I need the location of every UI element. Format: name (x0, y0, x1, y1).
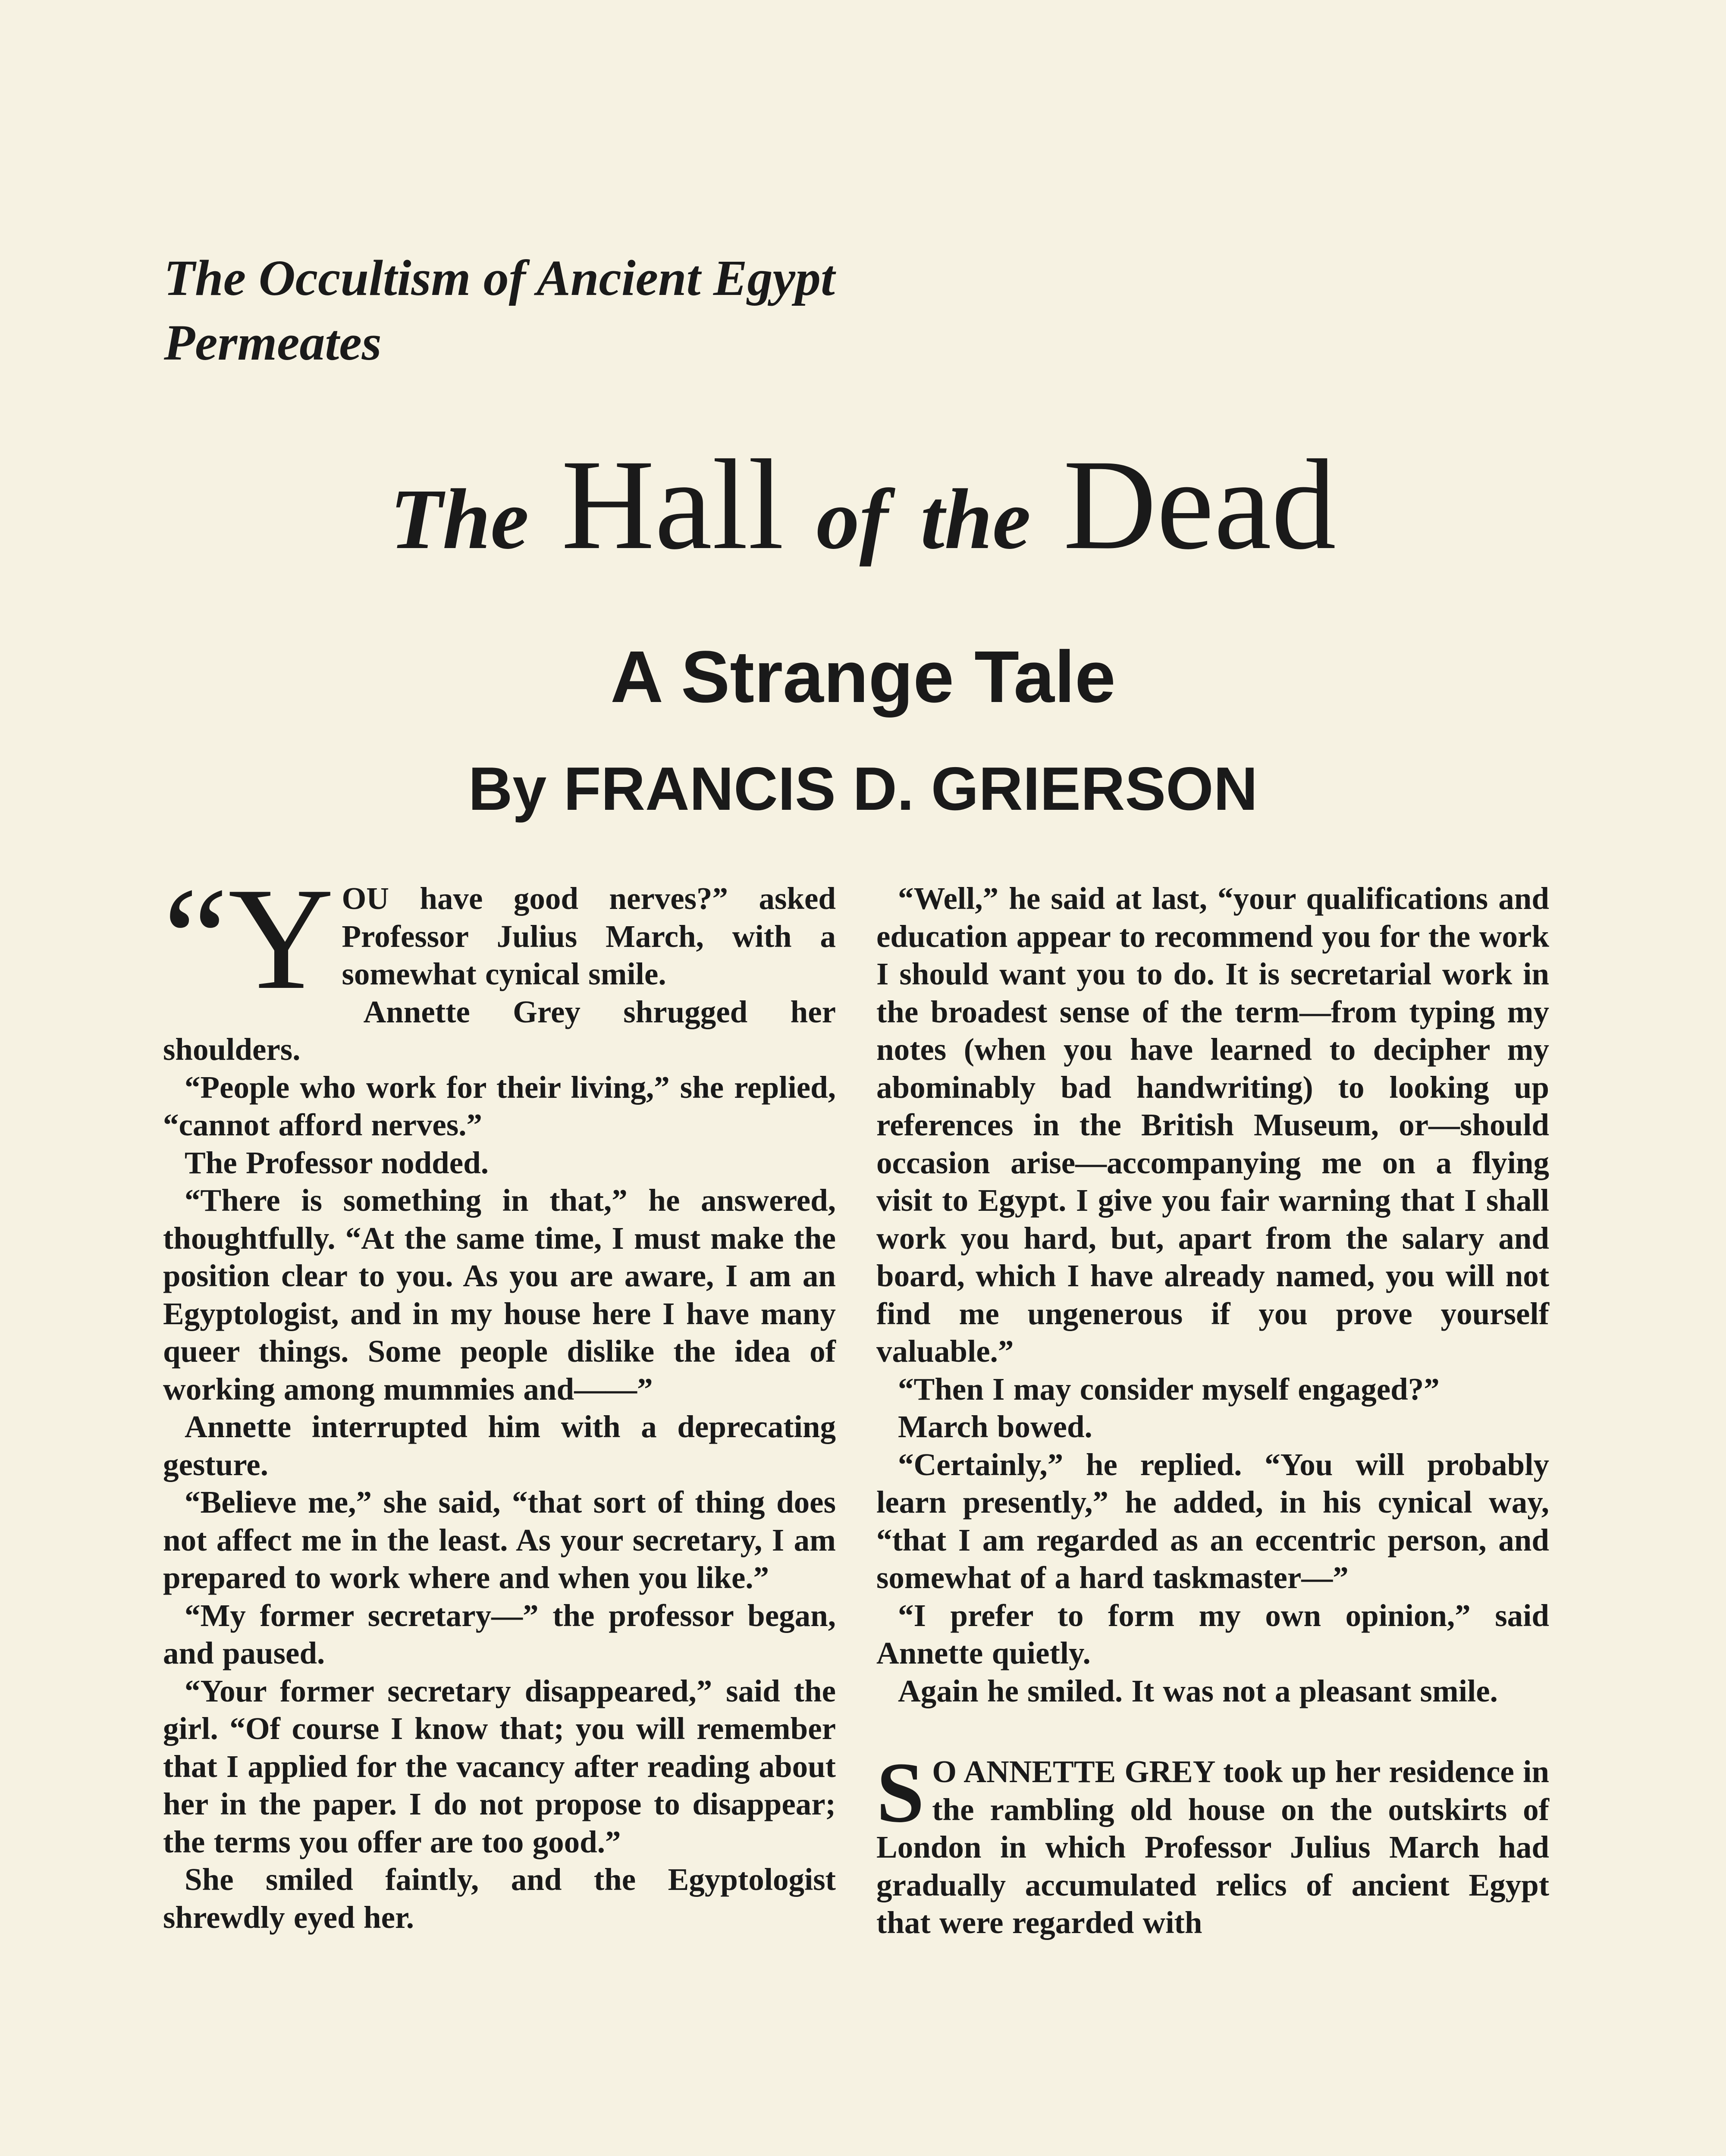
paragraph: Annette interrupted him with a deprecating gesture. (163, 1409, 836, 1482)
title-word-the: The (390, 472, 529, 567)
drop-cap-s: S (876, 1745, 925, 1840)
paragraph: “I prefer to form my own opinion,” said Annette quietly. (876, 1598, 1549, 1670)
story-subtitle: A Strange Tale (610, 636, 1116, 718)
paragraph: “Well,” he said at last, “your qualifications and education appear to recommend you for the work I should want you to do. It is secretarial work in the broadest sense of the term—from typing my notes (when you have learned to decipher my abominably bad handwriting) to looking up references in the British Museum, or—should occasion arise—accompanying me on a flying visit to Egypt. I give you fair warning that I shall work you hard, but, apart from the salary and board, which I have already named, you will not find me ungenerous if you prove yourself valuable.” (876, 881, 1549, 1369)
paragraph: “There is something in that,” he answered, thoughtfully. “At the same time, I must make the position clear to you. As you are aware, I am an Egyptologist, and in my house here I have many queer things. Some people dislike the idea of working among mummies and——” (163, 1183, 836, 1407)
paragraph: March bowed. (898, 1409, 1092, 1444)
drop-cap-y (163, 857, 334, 1020)
opening-paragraph-text: OU have good nerves?” asked Professor Julius March, with a somewhat cynical smile. (342, 881, 836, 991)
opening-paragraph (163, 857, 836, 1020)
title-word-of: of (816, 472, 888, 567)
paragraph: “My former secretary—” the professor began, and paused. (163, 1598, 836, 1670)
right-column (876, 880, 1549, 1942)
paragraph: “Believe me,” she said, “that sort of thing does not affect me in the least. As your secretary, I am prepared to work where and when you like.” (163, 1485, 836, 1595)
author-byline: By FRANCIS D. GRIERSON (468, 755, 1258, 823)
paragraph: The Professor nodded. (185, 1145, 489, 1180)
title-word-dead: Dead (1063, 433, 1336, 576)
paragraph: She smiled faintly, and the Egyptologist shrewdly eyed her. (163, 1862, 836, 1935)
left-column (163, 857, 836, 1936)
drop-cap-open-quote: “ (163, 857, 228, 1020)
title-word-hall: Hall (561, 433, 784, 576)
section-paragraph (876, 1745, 1549, 1942)
story-title (0, 431, 1726, 593)
paragraph: Again he smiled. It was not a pleasant smile. (898, 1673, 1498, 1708)
paragraph: “Certainly,” he replied. “You will probably learn presently,” he added, in his cynical way, “that I am regarded as an eccentric person, and somewhat of a hard taskmaster—” (876, 1447, 1549, 1595)
title-word-the-second: the (920, 472, 1031, 567)
paragraph: “Then I may consider myself engaged?” (898, 1371, 1440, 1407)
kicker-heading: The Occultism of Ancient Egypt Permeates (164, 250, 835, 371)
paragraph: “Your former secretary disappeared,” said the girl. “Of course I know that; you will remember that I applied for the vacancy after reading about her in the paper. I do not propose to disappear; the terms you offer are too good.” (163, 1673, 836, 1859)
paragraph: “People who work for their living,” she replied, “cannot afford nerves.” (163, 1069, 836, 1142)
section-paragraph-text: O ANNETTE GREY took up her residence in the rambling old house on the outskirts of London in which Professor Julius March had gradually accumulated relics of ancient Egypt that were regarded with (876, 1754, 1549, 1940)
drop-cap-letter: Y (228, 857, 334, 1020)
paragraph: Annette Grey shrugged her shoulders. (163, 994, 836, 1067)
